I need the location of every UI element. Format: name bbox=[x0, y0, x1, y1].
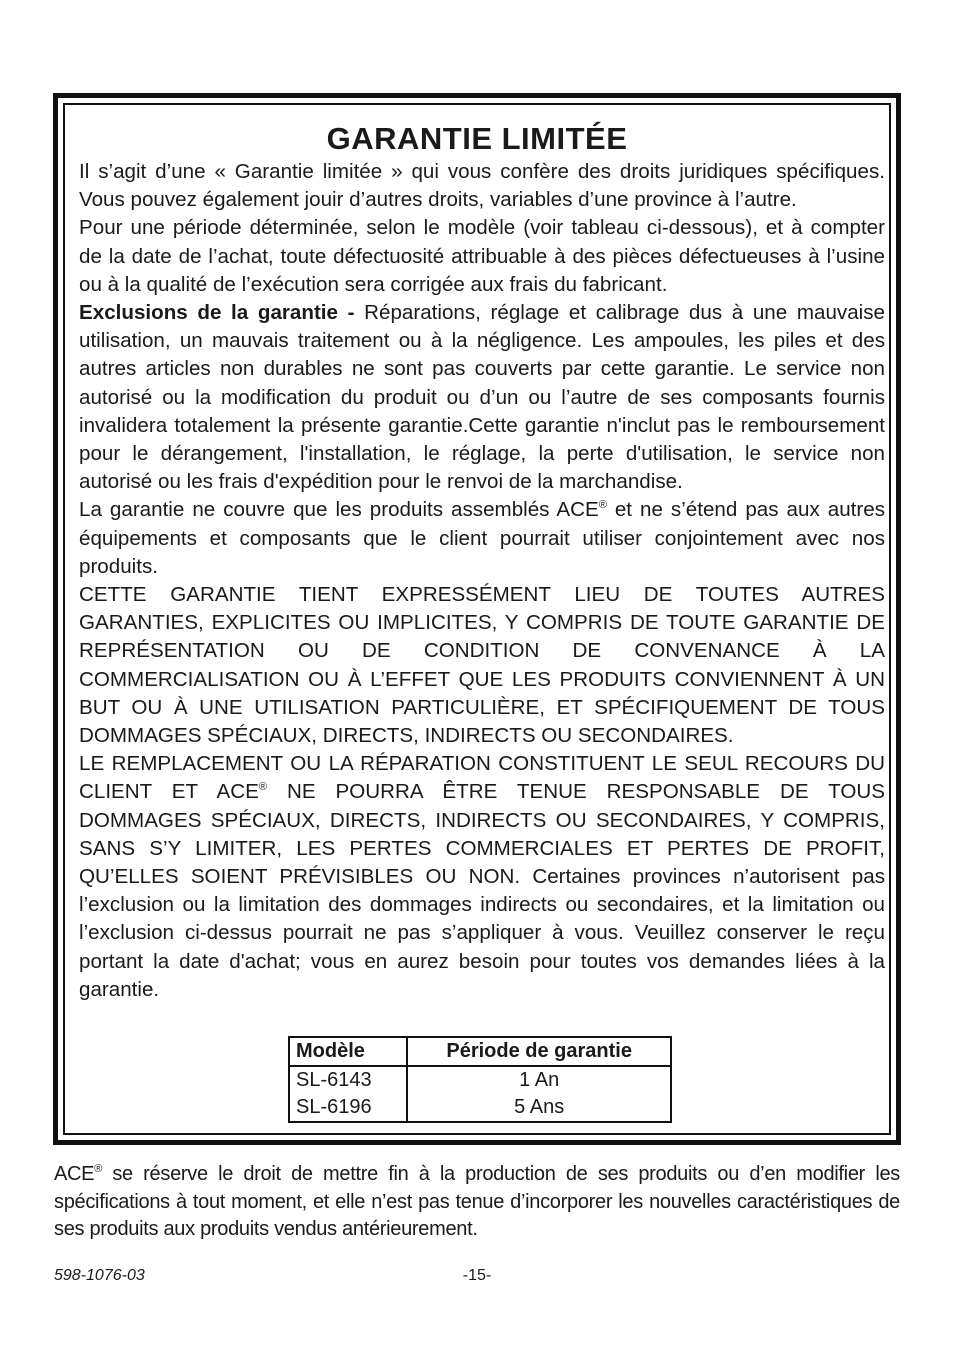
table-cell-period: 5 Ans bbox=[407, 1094, 671, 1122]
exclusions-label: Exclusions de la garantie - bbox=[79, 301, 355, 325]
disclaimer-paragraph-1: CETTE GARANTIE TIENT EXPRESSÉMENT LIEU DE TOUTES AUTRES GARANTIES, EXPLICITES OU IMPLICITES, Y COMPRIS DE TOUTE GARANTIE DE REPRÉSENTATION OU DE CONDITION DE CONVENANCE À LA COMMERCIALISATION OU À L’EFFET QUE LES PRODUITS CONVIENNENT À UN BUT OU À UNE UTILISATION PARTICULIÈRE, ET SPÉCIFIQUEMENT DE TOUS DOMMAGES SPÉCIAUX, DIRECTS, INDIRECTS OU SECONDAIRES. bbox=[79, 583, 885, 748]
warranty-inner-frame bbox=[63, 103, 891, 1135]
warranty-box bbox=[53, 93, 901, 1145]
exclusions-text: Réparations, réglage et calibrage dus à une mauvaise utilisation, un mauvais traitement ou à la négligence. Les ampoules, les piles et des autres articles non durables ne sont pas couverts par cette garantie. Le service non autorisé ou la modification du produit ou d’un ou l’autre de ses composants fournis invalidera totalement la présente garantie.Cette garantie n'inclut pas le remboursement pour le dérangement, l'installation, le réglage, la perte d'utilisation, le service non autorisé ou les frais d'expédition pour le renvoi de la marchandise. bbox=[79, 301, 885, 494]
coverage-text-before: La garantie ne couvre que les produits assemblés ACE bbox=[79, 498, 599, 522]
coverage-text-after: et ne s’étend pas aux autres équipements et composants que le client pourrait utiliser conjointement avec nos produits. bbox=[79, 498, 885, 578]
table-cell-model: SL-6143 bbox=[296, 1069, 372, 1091]
table-header-row bbox=[289, 1037, 671, 1066]
table-row bbox=[289, 1066, 671, 1094]
registered-mark: ® bbox=[598, 499, 607, 512]
document-number: 598-1076-03 bbox=[54, 1267, 145, 1284]
registered-mark: ® bbox=[94, 1163, 103, 1175]
disclaimer-text-after: NE POURRA ÊTRE TENUE RESPONSABLE DE TOUS DOMMAGES SPÉCIAUX, DIRECTS, INDIRECTS OU SECONDAIRES, Y COMPRIS, SANS S’Y LIMITER, LES PERTES COMMERCIALES ET PERTES DE PROFIT, QU’ELLES SOIENT PRÉVISIBLES OU NON. Certaines provinces n’autorisent pas l’exclusion ou la limitation des dommages indirects ou secondaires, et la limitation ou l’exclusion ci-dessus pourrait ne pas s’appliquer à vous. Veuillez conserver le reçu portant la date d'achat; vous en aurez besoin pour toutes vos demandes liées à la garantie. bbox=[79, 780, 885, 1001]
column-header-period: Période de garantie bbox=[407, 1037, 671, 1066]
note-text: se réserve le droit de mettre fin à la production de ses produits ou d’en modifier les spécifications à tout moment, et elle n’est pas tenue d’incorporer les nouvelles caractéristiques de ses produits aux produits vendus antérieurement. bbox=[54, 1163, 900, 1240]
registered-mark: ® bbox=[258, 781, 268, 794]
note-brand: ACE bbox=[54, 1163, 95, 1185]
warranty-title: GARANTIE LIMITÉE bbox=[326, 121, 628, 156]
table-cell-model: SL-6196 bbox=[296, 1096, 372, 1118]
page-number: -15- bbox=[462, 1267, 492, 1284]
exclusions-paragraph bbox=[79, 299, 885, 496]
discontinuation-note bbox=[54, 1161, 900, 1244]
disclaimer-paragraph-2 bbox=[79, 750, 885, 1004]
warranty-period-table bbox=[288, 1036, 672, 1123]
disclaimer-text-before: LE REMPLACEMENT OU LA RÉPARATION CONSTITUENT LE SEUL RECOURS DU CLIENT ET ACE bbox=[79, 752, 885, 804]
coverage-paragraph bbox=[79, 496, 885, 581]
table-row bbox=[289, 1094, 671, 1122]
warranty-body bbox=[79, 158, 885, 1004]
intro-paragraph-1: Il s’agit d’une « Garantie limitée » qui vous confère des droits juridiques spécifiques. Vous pouvez également jouir d’autres droits, variables d’une province à l’autre. bbox=[79, 160, 885, 212]
column-header-model: Modèle bbox=[289, 1037, 407, 1066]
intro-paragraph-2: Pour une période déterminée, selon le modèle (voir tableau ci-dessous), et à compter de la date de l’achat, toute défectuosité attribuable à des pièces défectueuses à l’usine ou à la qualité de l’exécution sera corrigée aux frais du fabricant. bbox=[79, 216, 885, 296]
table-cell-period: 1 An bbox=[407, 1066, 671, 1094]
